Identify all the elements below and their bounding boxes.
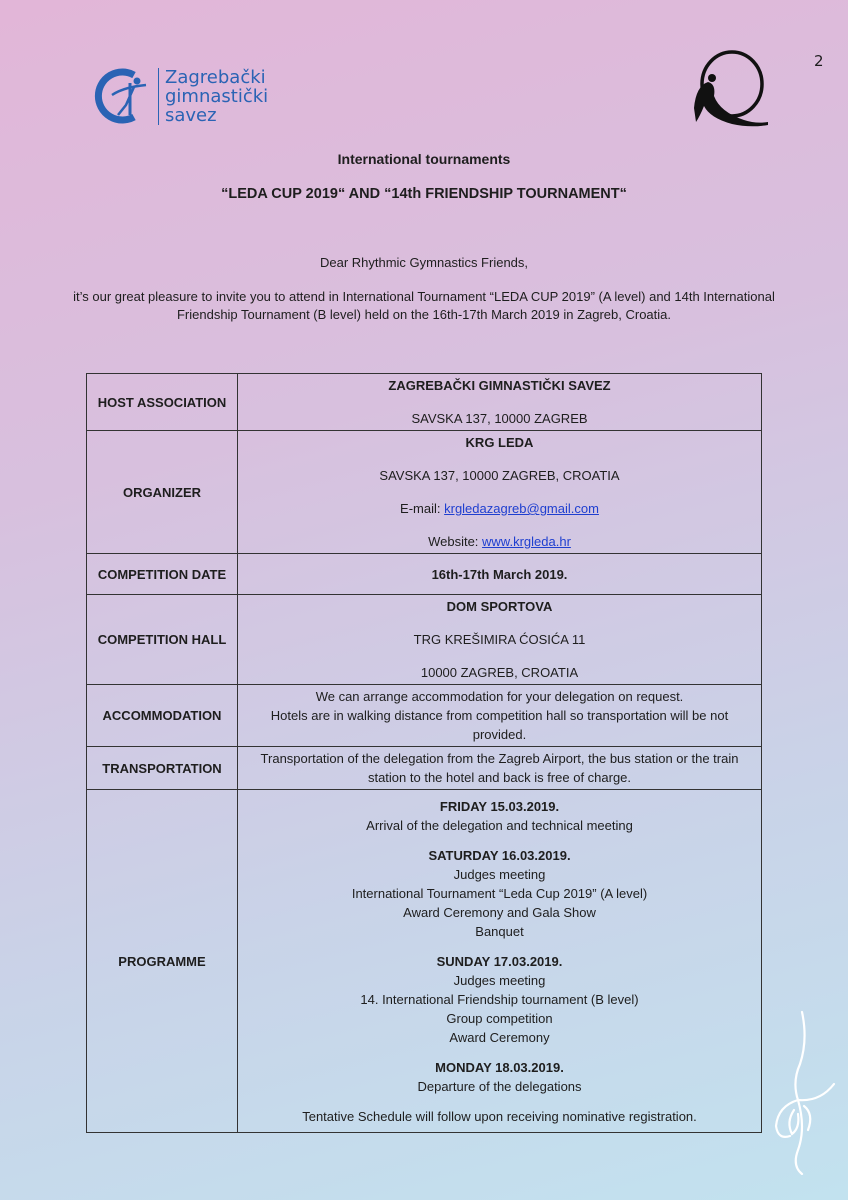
host-label: HOST ASSOCIATION bbox=[87, 374, 238, 431]
accommodation-value bbox=[238, 685, 762, 747]
table-row-programme bbox=[87, 790, 762, 1133]
organizer-address: SAVSKA 137, 10000 ZAGREB, CROATIA bbox=[379, 468, 620, 483]
accommodation-line-1: We can arrange accommodation for your delegation on request. bbox=[315, 689, 684, 704]
host-value bbox=[238, 374, 762, 431]
hall-value bbox=[238, 595, 762, 685]
page-title: International tournaments bbox=[337, 151, 511, 167]
host-name: ZAGREBAČKI GIMNASTIČKI SAVEZ bbox=[388, 378, 611, 393]
greeting: Dear Rhythmic Gymnastics Friends, bbox=[319, 255, 529, 270]
date-label: COMPETITION DATE bbox=[87, 554, 238, 595]
programme-item: Award Ceremony and Gala Show bbox=[403, 904, 596, 920]
organizer-email-line bbox=[246, 499, 753, 518]
programme-item: Judges meeting bbox=[453, 972, 546, 988]
logo-line-3: savez bbox=[165, 104, 217, 126]
organizer-name: KRG LEDA bbox=[465, 435, 534, 450]
accommodation-line-2: Hotels are in walking distance from competition hall so transportation will be not provided. bbox=[270, 708, 729, 742]
website-link[interactable]: www.krgleda.hr bbox=[482, 534, 571, 549]
zgs-logo-text bbox=[158, 68, 268, 125]
email-label: E-mail: bbox=[400, 501, 445, 516]
logo-line-2: gimnastički bbox=[165, 85, 269, 107]
gymnast-logo-icon bbox=[90, 65, 152, 127]
hall-city: 10000 ZAGREB, CROATIA bbox=[420, 665, 579, 680]
programme-item: Award Ceremony bbox=[449, 1029, 550, 1045]
hall-name: DOM SPORTOVA bbox=[446, 599, 553, 614]
programme-label: PROGRAMME bbox=[87, 790, 238, 1133]
saturday-heading: SATURDAY 16.03.2019. bbox=[428, 847, 571, 863]
intro-paragraph: it’s our great pleasure to invite you to attend in International Tournament “LEDA CUP 2019” (A level) and 14th International Friendship Tournament (B level) held on the 16th-17th March 2019 in Zagreb, Croatia. bbox=[73, 289, 775, 322]
table-row-host bbox=[87, 374, 762, 431]
programme-item: Departure of the delegations bbox=[417, 1078, 582, 1094]
programme-item: Judges meeting bbox=[453, 866, 546, 882]
hall-street: TRG KREŠIMIRA ĆOSIĆA 11 bbox=[413, 632, 586, 647]
table-row-organizer bbox=[87, 431, 762, 554]
programme-value bbox=[238, 790, 762, 1133]
transportation-value bbox=[238, 747, 762, 790]
host-address: SAVSKA 137, 10000 ZAGREB bbox=[411, 411, 588, 426]
date-value bbox=[238, 554, 762, 595]
sunday-heading: SUNDAY 17.03.2019. bbox=[436, 953, 563, 969]
email-link[interactable]: krgledazagreb@gmail.com bbox=[444, 501, 599, 516]
leda-gymnast-logo-icon bbox=[686, 50, 772, 130]
competition-date: 16th-17th March 2019. bbox=[431, 566, 568, 582]
transportation-text: Transportation of the delegation from the Zagreb Airport, the bus station or the train station to the hotel and back is free of charge. bbox=[260, 751, 739, 785]
table-row-transportation bbox=[87, 747, 762, 790]
programme-item: 14. International Friendship tournament (B level) bbox=[360, 991, 639, 1007]
page-number: 2 bbox=[814, 52, 824, 70]
table-row-accommodation bbox=[87, 685, 762, 747]
organizer-website-line bbox=[246, 532, 753, 551]
programme-item: Arrival of the delegation and technical meeting bbox=[366, 817, 633, 833]
schedule-note: Tentative Schedule will follow upon receiving nominative registration. bbox=[302, 1108, 697, 1124]
organizer-value bbox=[238, 431, 762, 554]
organizer-label: ORGANIZER bbox=[87, 431, 238, 554]
programme-item: Banquet bbox=[475, 923, 524, 939]
hall-label: COMPETITION HALL bbox=[87, 595, 238, 685]
table-row-date bbox=[87, 554, 762, 595]
transportation-label: TRANSPORTATION bbox=[87, 747, 238, 790]
programme-item: Group competition bbox=[446, 1010, 553, 1026]
info-table bbox=[86, 373, 762, 1133]
friday-heading: FRIDAY 15.03.2019. bbox=[439, 798, 560, 814]
monday-heading: MONDAY 18.03.2019. bbox=[435, 1059, 564, 1075]
programme-item: International Tournament “Leda Cup 2019” (A level) bbox=[351, 885, 648, 901]
accommodation-label: ACCOMMODATION bbox=[87, 685, 238, 747]
website-label: Website: bbox=[428, 534, 483, 549]
logo-line-1: Zagrebački bbox=[165, 66, 266, 88]
dancer-decoration-icon bbox=[768, 1010, 838, 1175]
table-row-hall bbox=[87, 595, 762, 685]
zgs-logo bbox=[90, 65, 268, 127]
tournament-title: “LEDA CUP 2019“ AND “14th FRIENDSHIP TOURNAMENT“ bbox=[221, 186, 627, 202]
